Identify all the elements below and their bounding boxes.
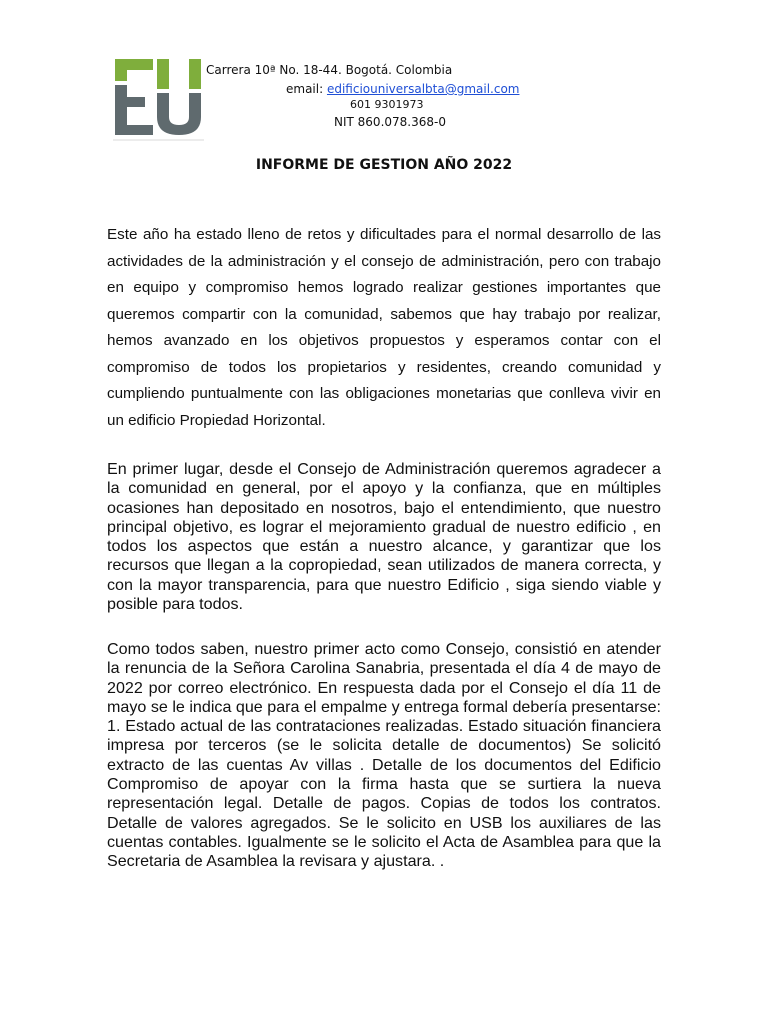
paragraph-resignation: Como todos saben, nuestro primer acto como Consejo, consistió en atender la renuncia de la Señora Carolina Sanabria, presentada el día 4 de mayo de 2022 por correo electrónico. En respuesta dada por el Consejo el día 11 de mayo se le indica que para el empalme y entrega formal debería presentarse: 1. Estado actual de las contrataciones realizadas. Estado situación financiera impresa por terceros (se le solicita detalle de documentos) Se solicitó extracto de las cuentas Av villas . Detalle de los documentos del Edificio Compromiso de apoyar con la firma hasta que se surtiera la nueva representación legal. Detalle de pagos. Copias de todos los contratos. Detalle de valores agregados. Se le solicito en USB los auxiliares de las cuentas contables. Igualmente se le solicito el Acta de Asamblea para que la Secretaria de Asamblea la revisara y ajustara. . — [107, 640, 661, 871]
email-label: email: — [286, 82, 327, 96]
email-link[interactable]: edificiouniversalbta@gmail.com — [326, 82, 520, 96]
paragraph-thanks: En primer lugar, desde el Consejo de Administración queremos agradecer a la comunidad en general, por el apoyo y la confianza, que en múltiples ocasiones han depositado en nosotros, bajo el entendimiento, que nuestro principal objetivo, es lograr el mejoramiento gradual de nuestro edificio , en todos los aspectos que están a nuestro alcance, y garantizar que los recursos que llegan a la copropiedad, sean utilizados de manera correcta, y con la mayor transparencia, para que nuestro Edificio , siga siendo viable y posible para todos. — [107, 460, 661, 614]
building-logo — [111, 57, 206, 142]
eu-logo-icon — [111, 57, 206, 142]
report-title: INFORME DE GESTION AÑO 2022 — [255, 157, 513, 173]
address-line: Carrera 10ª No. 18-44. Bogotá. Colombia — [206, 63, 453, 77]
phone-line: 601 9301973 — [350, 98, 424, 111]
paragraph-intro: Este año ha estado lleno de retos y dificultades para el normal desarrollo de las actividades de la administración y el consejo de administración, pero con trabajo en equipo y compromiso hemos logrado realizar gestiones importantes que queremos compartir con la comunidad, sabemos que hay trabajo por realizar, hemos avanzado en los objetivos propuestos y esperamos contar con el compromiso de todos los propietarios y residentes, creando comunidad y cumpliendo puntualmente con las obligaciones monetarias que conlleva vivir en un edificio Propiedad Horizontal. — [107, 226, 661, 429]
email-line — [286, 82, 519, 96]
nit-line: NIT 860.078.368-0 — [334, 115, 446, 129]
